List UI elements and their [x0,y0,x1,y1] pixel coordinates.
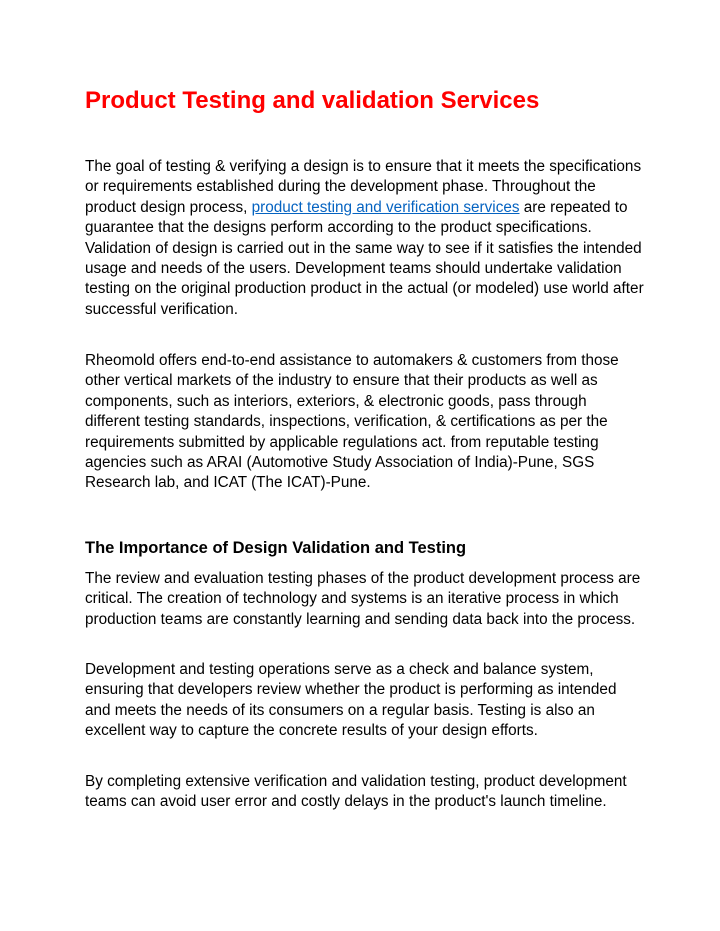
section-paragraph-1: The review and evaluation testing phases of the product development process are critical. The creation of technology and systems is an iterative process in which production teams are constantly learning and sending data back into the process. [85,570,641,628]
page-title: Product Testing and validation Services [85,87,540,114]
product-testing-link[interactable]: product testing and verification services [251,198,520,216]
section-heading: The Importance of Design Validation and Testing [85,539,467,557]
intro-paragraph [85,157,645,320]
rheomold-paragraph: Rheomold offers end-to-end assistance to automakers & customers from those other vertical markets of the industry to ensure that their products as well as components, such as interiors, exteriors, & electronic goods, pass through different testing standards, inspections, verification, & certifications as per the requirements submitted by applicable regulations act. from reputable testing agencies such as ARAI (Automotive Study Association of India)-Pune, SGS Research lab, and ICAT (The ICAT)-Pune. [85,352,619,492]
intro-text-after-link: are repeated to guarantee that the designs perform according to the product specifications. Validation of design is carried out in the same way to see if it satisfies the intended usage and needs of the users. Development teams should undertake validation testing on the original production product in the actual (or modeled) use world after successful verification. [85,198,644,318]
section-paragraph-2: Development and testing operations serve as a check and balance system, ensuring that developers review whether the product is performing as intended and meets the needs of its consumers on a regular basis. Testing is also an excellent way to capture the concrete results of your design efforts. [85,661,617,740]
section-paragraph-3: By completing extensive verification and validation testing, product development teams can avoid user error and costly delays in the product's launch timeline. [85,773,627,811]
intro-text-before-link: The goal of testing & verifying a design is to ensure that it meets the specifications or requirements established during the development phase. Throughout the product design process, [85,158,642,216]
